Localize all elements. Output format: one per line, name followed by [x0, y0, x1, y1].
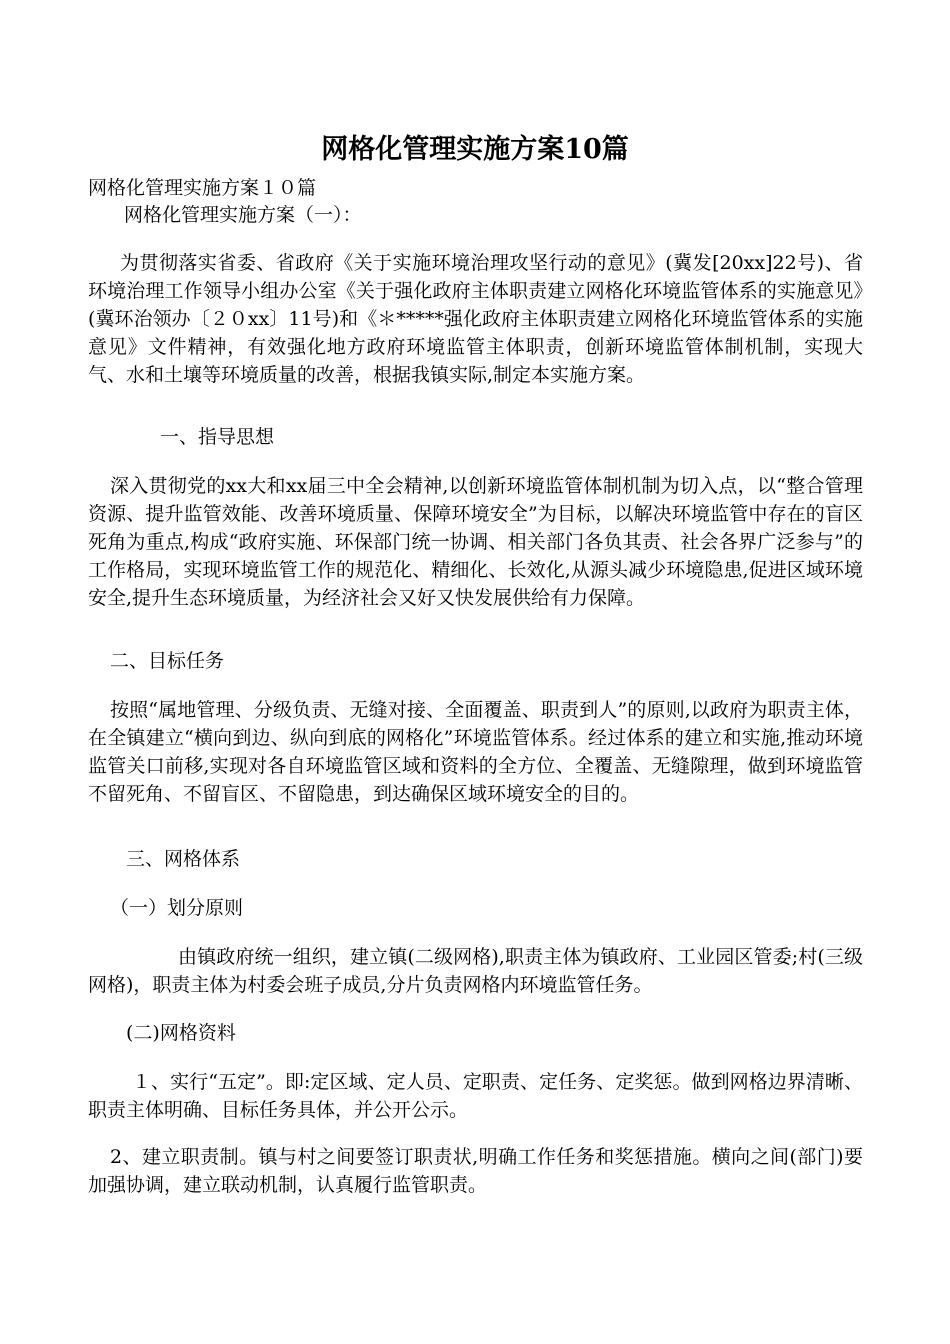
paragraph-target-tasks: 按照“属地管理、分级负责、无缝对接、全面覆盖、职责到人”的原则,以政府为职责主体，在全镇建立“横向到边、纵向到底的网格化”环境监管体系。经过体系的建立和实施,推动环境监管关口前移,实现对各自环境监管区域和资料的全方位、全覆盖、无缝隙理，做到环境监管不留死角、不留盲区、不留隐患，到达确保区域环境安全的目的。	[88, 699, 863, 805]
heading-grid-system: 三、网格体系	[126, 848, 241, 870]
paragraph-five-fixed: １、实行“五定”。即:定区域、定人员、定职责、定任务、定奖惩。做到网格边界清晰、职责主体明确、目标任务具体，并公开公示。	[88, 1071, 863, 1121]
document-subtitle: 网格化管理实施方案１０篇	[88, 177, 317, 199]
paragraph-division-principle: 由镇政府统一组织，建立镇(二级网格),职责主体为镇政府、工业园区管委;村(三级网格)，职责主体为村委会班子成员,分片负责网格内环境监管任务。	[88, 946, 863, 996]
heading-guiding-ideology: 一、指导思想	[160, 426, 275, 448]
paragraph-intro: 为贯彻落实省委、省政府《关于实施环境治理攻坚行动的意见》(冀发[20xx]22号)、省环境治理工作领导小组办公室《关于强化政府主体职责建立网格化环境监管体系的实施意见》(冀环治领办〔２０xx〕11号)和《＊*****强化政府主体职责建立网格化环境监管体系的实施意见》文件精神，有效强化地方政府环境监管主体职责，创新环境监管体制机制，实现大气、水和土壤等环境质量的改善，根据我镇实际,制定本实施方案。	[88, 252, 863, 386]
document-title: 网格化管理实施方案10篇	[321, 134, 629, 165]
heading-grid-content: (二)网格资料	[126, 1022, 236, 1044]
part-heading: 网格化管理实施方案（一）：	[124, 204, 362, 226]
heading-target-tasks: 二、目标任务	[110, 650, 225, 672]
paragraph-guiding-ideology: 深入贯彻党的xx大和xx届三中全会精神,以创新环境监管体制机制为切入点，以“整合管理资源、提升监管效能、改善环境质量、保障环境安全”为目标，以解决环境监管中存在的盲区死角为重点,构成“政府实施、环保部门统一协调、相关部门各负其责、社会各界广泛参与”的工作格局，实现环境监管工作的规范化、精细化、长效化,从源头减少环境隐患,促进区域环境安全,提升生态环境质量，为经济社会又好又快发展供给有力保障。	[88, 475, 863, 609]
heading-division-principle: （一）划分原则	[110, 897, 244, 919]
paragraph-responsibility-system: 2、建立职责制。镇与村之间要签订职责状,明确工作任务和奖惩措施。横向之间(部门)要加强协调，建立联动机制，认真履行监管职责。	[88, 1146, 863, 1196]
